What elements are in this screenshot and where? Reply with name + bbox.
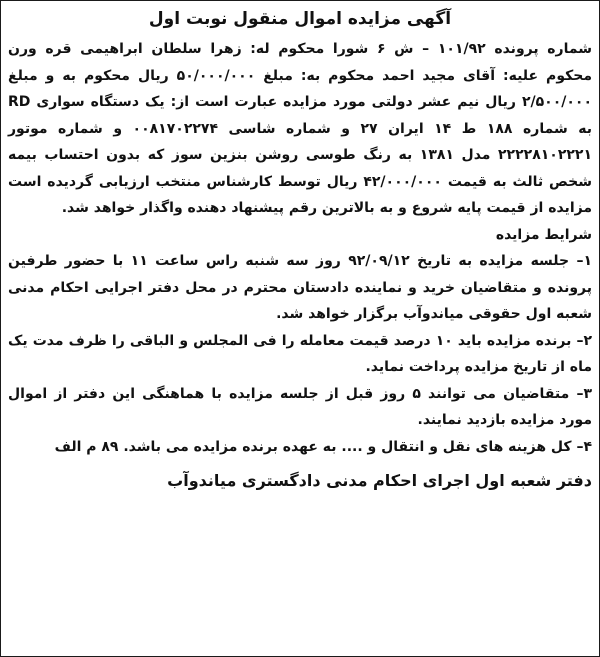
issuer-signature-line: دفتر شعبه اول اجرای احکام مدنی دادگستری میاندوآب bbox=[167, 471, 592, 490]
conditions-heading: شرایط مزایده bbox=[495, 226, 592, 243]
condition-item-2: ۲– برنده مزایده باید ۱۰ درصد قیمت معامله را فی المجلس و الباقی را ظرف مدت یک ماه از تاریخ مزایده پرداخت نماید. bbox=[8, 332, 593, 375]
condition-item-4: ۴– کل هزینه های نقل و انتقال و .... به عهده برنده مزایده می باشد. ۸۹ م الف bbox=[54, 438, 592, 455]
notice-intro-paragraph: شماره پرونده ۱۰۱/۹۲ – ش ۶ شورا محکوم له: زهرا سلطان ابراهیمی قره ورن محکوم علیه: آقای مجید احمد محکوم به: مبلغ ۵۰/۰۰۰/۰۰۰ ریال محکوم به و مبلغ ۲/۵۰۰/۰۰۰ ریال نیم عشر دولتی مورد مزایده عبارت است از: یک دستگاه سواری RD به شماره ۱۸۸ ط ۱۴ ایران ۲۷ و شماره شاسی ۰۰۸۱۷۰۲۲۷۴ و شماره موتور ۲۲۲۲۸۱۰۲۲۲۱ مدل ۱۳۸۱ به رنگ طوسی روشن بنزین سوز که بدون احتساب بیمه شخص ثالث به قیمت ۴۲/۰۰۰/۰۰۰ ریال توسط کارشناس منتخب ارزیابی گردیده است مزایده از قیمت پایه شروع و به بالاترین رقم پیشنهاد دهنده واگذار خواهد شد. bbox=[8, 41, 593, 216]
notice-title: آگهی مزایده اموال منقول نوبت اول bbox=[148, 9, 452, 29]
condition-item-1: ۱– جلسه مزایده به تاریخ ۹۲/۰۹/۱۲ روز سه شنبه راس ساعت ۱۱ با حضور طرفین پرونده و متقاضیان خرید و نماینده دادستان محترم در محل دفتر اجرایی احکام مدنی شعبه اول حقوقی میاندوآب برگزار خواهد شد. bbox=[8, 253, 592, 322]
condition-item-3: ۳– متقاضیان می توانند ۵ روز قبل از جلسه مزایده با هماهنگی این دفتر از اموال مورد مزایده بازدید نمایند. bbox=[8, 385, 592, 428]
